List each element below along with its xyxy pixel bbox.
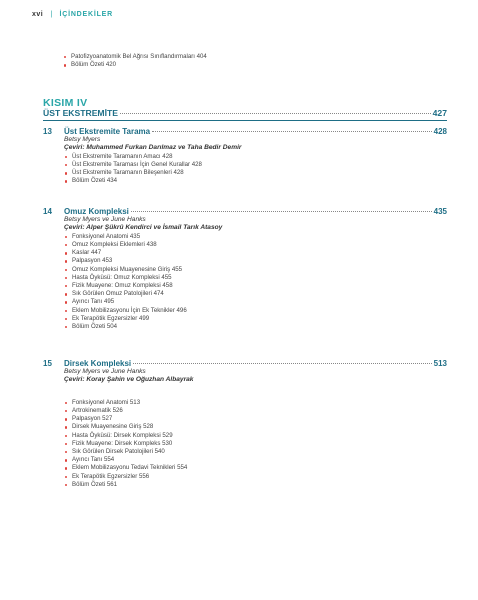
dot-leader bbox=[131, 211, 432, 212]
chapter-items bbox=[65, 399, 447, 489]
toc-entry[interactable]: Fonksiyonel Anatomi 435 bbox=[65, 233, 447, 241]
header-title: İÇİNDEKİLER bbox=[59, 11, 113, 18]
toc-entry[interactable]: Bölüm Özeti 504 bbox=[65, 323, 447, 331]
toc-entry[interactable]: Ek Terapötik Egzersizler 556 bbox=[65, 473, 447, 481]
toc-entry[interactable]: Dirsek Muayenesine Giriş 528 bbox=[65, 423, 447, 431]
dot-leader bbox=[152, 131, 432, 132]
toc-entry[interactable]: Palpasyon 453 bbox=[65, 257, 447, 265]
toc-entry[interactable]: Kaslar 447 bbox=[65, 249, 447, 257]
chapter-translators: Çeviri: Alper Şükrü Kendirci ve İsmail Tarık Atasoy bbox=[64, 224, 223, 232]
chapter-authors: Betsy Myers ve June Hanks bbox=[64, 368, 146, 375]
chapter-translators: Çeviri: Koray Şahin ve Oğuzhan Albayrak bbox=[64, 376, 194, 384]
part-title: ÜST EKSTREMİTE bbox=[43, 108, 118, 118]
toc-entry[interactable]: Eklem Mobilizasyonu Tedavi Teknikleri 554 bbox=[65, 464, 447, 472]
chapter-page: 513 bbox=[433, 359, 447, 368]
toc-entry[interactable]: Bölüm Özeti 434 bbox=[65, 177, 447, 185]
toc-entry[interactable]: Bölüm Özeti 420 bbox=[64, 61, 207, 69]
toc-entry[interactable]: Ek Terapötik Egzersizler 499 bbox=[65, 315, 447, 323]
chapter-items bbox=[65, 153, 447, 186]
toc-entry[interactable]: Fizik Muayene: Omuz Kompleksi 458 bbox=[65, 282, 447, 290]
page-number: xvi bbox=[32, 11, 44, 18]
chapter-heading[interactable] bbox=[43, 127, 447, 136]
toc-entry[interactable]: Palpasyon 527 bbox=[65, 415, 447, 423]
toc-entry[interactable]: Ayırıcı Tanı 495 bbox=[65, 298, 447, 306]
toc-entry[interactable]: Omuz Kompleksi Muayenesine Giriş 455 bbox=[65, 266, 447, 274]
chapter-translators: Çeviri: Muhammed Furkan Darılmaz ve Taha Bedir Demir bbox=[64, 144, 242, 152]
toc-entry[interactable]: Sık Görülen Omuz Patolojileri 474 bbox=[65, 290, 447, 298]
part-title-row[interactable] bbox=[43, 108, 447, 118]
toc-entry[interactable]: Sık Görülen Dirsek Patolojileri 540 bbox=[65, 448, 447, 456]
toc-entry[interactable]: Hasta Öyküsü: Dirsek Kompleksi 529 bbox=[65, 432, 447, 440]
dot-leader bbox=[133, 363, 432, 364]
chapter-title: Üst Ekstremite Tarama bbox=[64, 127, 151, 136]
part-page: 427 bbox=[432, 108, 447, 118]
previous-chapter-items bbox=[64, 53, 207, 69]
dot-leader bbox=[120, 113, 431, 114]
toc-entry[interactable]: Omuz Kompleksi Eklemleri 438 bbox=[65, 241, 447, 249]
toc-entry[interactable]: Ayırıcı Tanı 554 bbox=[65, 456, 447, 464]
part-label: KISIM IV bbox=[43, 97, 88, 109]
header-separator: | bbox=[50, 11, 54, 18]
toc-entry[interactable]: Üst Ekstremite Taramanın Bileşenleri 428 bbox=[65, 169, 447, 177]
chapter-page: 428 bbox=[433, 127, 447, 136]
chapter-number: 13 bbox=[43, 127, 52, 136]
chapter-number: 15 bbox=[43, 359, 52, 368]
toc-entry[interactable]: Artrokinematik 526 bbox=[65, 407, 447, 415]
running-header bbox=[32, 11, 113, 18]
chapter-title: Omuz Kompleksi bbox=[64, 207, 129, 216]
toc-entry[interactable]: Fizik Muayene: Dirsek Kompleks 530 bbox=[65, 440, 447, 448]
chapter-heading[interactable] bbox=[43, 359, 447, 368]
toc-entry[interactable]: Eklem Mobilizasyonu İçin Ek Teknikler 496 bbox=[65, 307, 447, 315]
chapter-authors: Betsy Myers bbox=[64, 136, 101, 143]
chapter-15 bbox=[43, 359, 447, 489]
toc-entry[interactable]: Üst Ekstremite Taraması İçin Genel Kurallar 428 bbox=[65, 161, 447, 169]
chapter-heading[interactable] bbox=[43, 207, 447, 216]
toc-entry[interactable]: Hasta Öyküsü: Omuz Kompleksi 455 bbox=[65, 274, 447, 282]
chapter-number: 14 bbox=[43, 207, 52, 216]
chapter-14 bbox=[43, 207, 447, 331]
toc-entry[interactable]: Fonksiyonel Anatomi 513 bbox=[65, 399, 447, 407]
chapter-13 bbox=[43, 127, 447, 186]
chapter-items bbox=[65, 233, 447, 331]
chapter-page: 435 bbox=[433, 207, 447, 216]
toc-entry[interactable]: Bölüm Özeti 561 bbox=[65, 481, 447, 489]
toc-entry[interactable]: Patofizyoanatomik Bel Ağrısı Sınıflandırmaları 404 bbox=[64, 53, 207, 61]
part-rule bbox=[43, 120, 447, 121]
chapter-title: Dirsek Kompleksi bbox=[64, 359, 132, 368]
chapter-authors: Betsy Myers ve June Hanks bbox=[64, 216, 146, 223]
toc-entry[interactable]: Üst Ekstremite Taramanın Amacı 428 bbox=[65, 153, 447, 161]
